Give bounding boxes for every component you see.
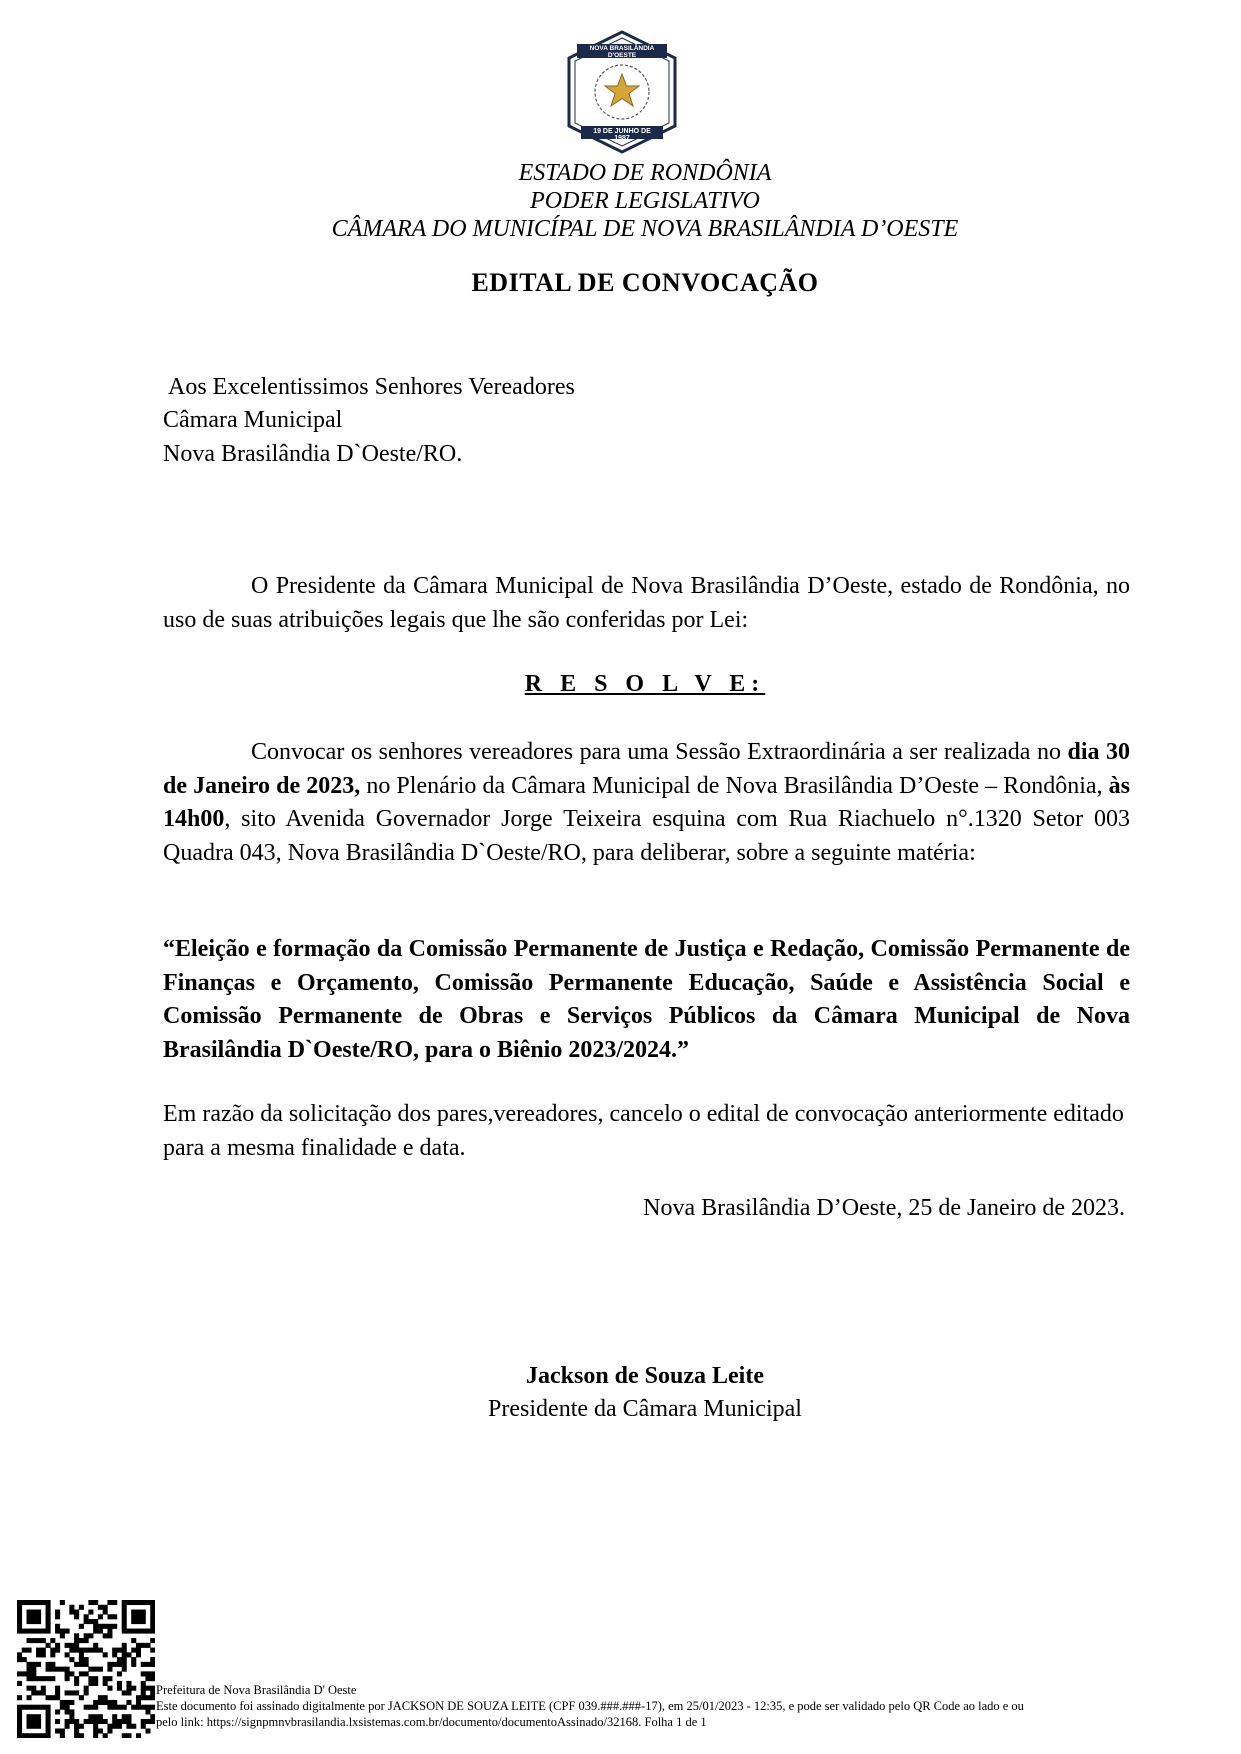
digital-signature-footer [156,1682,1236,1730]
footer-signature-notice: Este documento foi assinado digitalmente por JACKSON DE SOUZA LEITE (CPF 039.###.###-17), em 25/01/2023 - 12:35, e pode ser validado pelo QR Code ao lado e ou [156,1699,1024,1713]
signer-name: Jackson de Souza Leite [525,1363,764,1389]
crest-top-text: NOVA BRASILÂNDIA D'OESTE [589,45,655,59]
session-date: dia 30 de Janeiro de 2023, [163,739,1131,799]
document-title: EDITAL DE CONVOCAÇÃO [471,268,819,297]
validation-qr-code[interactable] [17,1600,155,1738]
convocation-paragraph [163,736,1130,870]
cancellation-paragraph: Em razão da solicitação dos pares,vereadores, cancelo o edital de convocação anteriormente editado para a mesma finalidade e data. [163,1101,1124,1161]
convocation-text-2: no Plenário da Câmara Municipal de Nova Brasilândia D’Oeste – Rondônia, [360,772,1109,799]
footer-validation-link[interactable]: pelo link: https://signpmnvbrasilandia.lxsistemas.com.br/documento/documentoAssinado/32168. Folha 1 de 1 [156,1715,707,1729]
signer-role: Presidente da Câmara Municipal [488,1396,802,1422]
matter-paragraph: “Eleição e formação da Comissão Permanente de Justiça e Redação, Comissão Permanente de Finanças e Orçamento, Comissão Permanente Educação, Saúde e Assistência Social e Comissão Permanente de Obras e Serviços Públicos da Câmara Municipal de Nova Brasilândia D`Oeste/RO, para o Biênio 2023/2024.” [163,936,1130,1063]
addressee-line-2: Câmara Municipal [163,407,343,433]
footer-issuer: Prefeitura de Nova Brasilândia D' Oeste [156,1683,357,1697]
resolve-heading: R E S O L V E: [524,671,766,697]
header-state: ESTADO DE RONDÔNIA [518,160,772,186]
convocation-text-1: Convocar os senhores vereadores para uma Sessão Extraordinária a ser realizada no [251,739,1068,765]
header-legislative: PODER LEGISLATIVO [530,188,760,214]
addressee-line-3: Nova Brasilândia D`Oeste/RO. [163,441,463,467]
convocation-text-3: , sito Avenida Governador Jorge Teixeira esquina com Rua Riachuelo n°.1320 Setor 003 Quadra 043, Nova Brasilândia D`Oeste/RO, para deliberar, sobre a seguinte matéria: [163,806,1130,866]
crest-bottom-text: 19 DE JUNHO DE 1987 [593,128,651,142]
intro-paragraph: O Presidente da Câmara Municipal de Nova Brasilândia D’Oeste, estado de Rondônia, no uso de suas atribuições legais que lhe são conferidas por Lei: [163,573,1130,633]
addressee-line-1: Aos Excelentissimos Senhores Vereadores [168,374,575,400]
qr-code-graphic [17,1600,155,1738]
session-time: às 14h00 [163,772,1131,832]
header-chamber: CÂMARA DO MUNICÍPAL DE NOVA BRASILÂNDIA D’OESTE [331,216,959,242]
place-date: Nova Brasilândia D’Oeste, 25 de Janeiro de 2023. [643,1195,1125,1221]
